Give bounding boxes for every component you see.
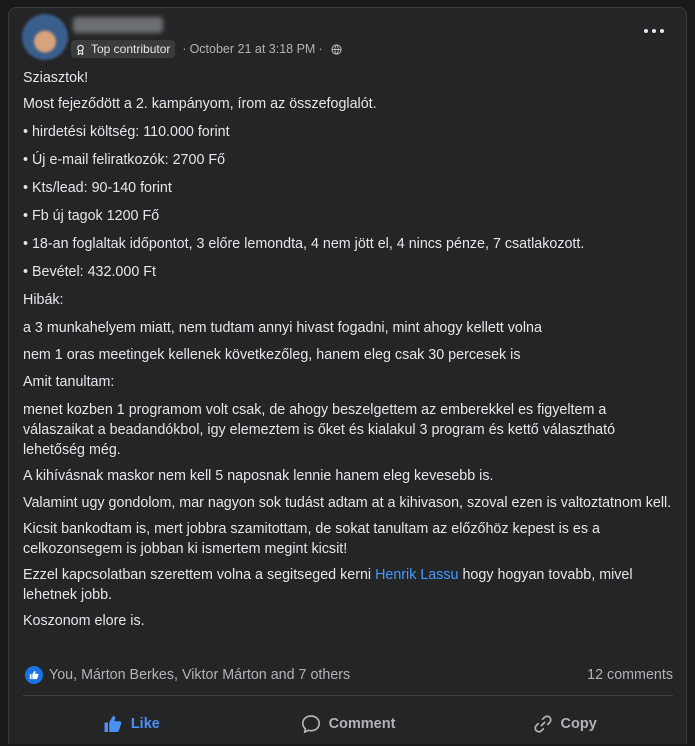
- paragraph: menet kozben 1 programom volt csak, de ahogy beszelgettem az emberekkel es figyeltem a válaszaikat a beadandókbol, igy elemeztem is őket és kialakul 3 program és kettő választható lehetőség még.: [23, 402, 616, 458]
- bullet-item: • hirdetési költség: 110.000 forint: [23, 124, 230, 140]
- meta-separator-2: ·: [318, 42, 323, 56]
- divider: [23, 695, 673, 696]
- bullet-item: • 18-an foglaltak időpontot, 3 előre lemondta, 4 nem jött el, 4 nincs pénze, 7 csatlakozott.: [23, 236, 585, 252]
- author-name[interactable]: [73, 17, 163, 33]
- paragraph: Most fejeződött a 2. kampányom, írom az összefoglalót.: [23, 96, 377, 112]
- comments-count[interactable]: 12 comments: [587, 667, 673, 683]
- thumbs-up-icon: [103, 714, 123, 734]
- award-icon: [75, 44, 86, 55]
- top-contributor-badge[interactable]: [71, 40, 175, 58]
- like-label: Like: [130, 716, 160, 732]
- like-reaction-icon: [25, 666, 43, 684]
- like-button[interactable]: [23, 702, 240, 746]
- post-body: [23, 68, 673, 631]
- copy-label: Copy: [560, 716, 597, 732]
- copy-button[interactable]: [456, 702, 673, 746]
- comment-button[interactable]: [240, 702, 457, 746]
- bullet-item: • Bevétel: 432.000 Ft: [23, 264, 156, 280]
- avatar[interactable]: [22, 14, 68, 60]
- paragraph: Amit tanultam:: [23, 374, 115, 390]
- comment-label: Comment: [328, 716, 396, 732]
- paragraph-text: hogy hogyan tovabb, mivel lehetnek jobb.: [23, 567, 633, 603]
- mention-link[interactable]: Henrik Lassu: [375, 567, 459, 583]
- bullet-item: • Kts/lead: 90-140 forint: [23, 180, 172, 196]
- post-card: [8, 7, 687, 744]
- timestamp[interactable]: October 21 at 3:18 PM: [189, 42, 316, 56]
- paragraph: Valamint ugy gondolom, mar nagyon sok tudást adtam at a kihivason, szoval ezen is valtoztatnom kell.: [23, 495, 672, 511]
- reactions-row: [25, 665, 673, 685]
- speech-bubble-icon: [301, 714, 321, 734]
- paragraph: Koszonom elore is.: [23, 613, 145, 629]
- link-icon: [533, 714, 553, 734]
- paragraph: Hibák:: [23, 292, 64, 308]
- action-bar: [23, 702, 673, 746]
- more-dot: [644, 29, 648, 33]
- paragraph-text: Ezzel kapcsolatban szerettem volna a segitseged kerni: [23, 567, 376, 583]
- reactions-summary-text: You, Márton Berkes, Viktor Márton and 7 others: [49, 667, 351, 683]
- paragraph: Sziasztok!: [23, 70, 89, 86]
- post-meta: [71, 39, 342, 59]
- paragraph: Kicsit bankodtam is, mert jobbra szamitottam, de sokat tanultam az előzőhöz kepest is es a celkozonsegem is jobban ki ismertem megint kicsit!: [23, 521, 600, 557]
- paragraph: A kihívásnak maskor nem kell 5 naposnak lennie hanem eleg kevesebb is.: [23, 468, 494, 484]
- reactions-summary[interactable]: [25, 666, 350, 684]
- badge-label: Top contributor: [91, 42, 171, 56]
- more-dot: [660, 29, 664, 33]
- meta-separator: ·: [182, 42, 187, 56]
- more-options-button[interactable]: [644, 26, 664, 36]
- more-dot: [652, 29, 656, 33]
- paragraph: [23, 565, 673, 605]
- bullet-item: • Fb új tagok 1200 Fő: [23, 208, 160, 224]
- bullet-item: • Új e-mail feliratkozók: 2700 Fő: [23, 152, 226, 168]
- paragraph: nem 1 oras meetingek kellenek következőleg, hanem eleg csak 30 percesek is: [23, 347, 521, 363]
- paragraph: a 3 munkahelyem miatt, nem tudtam annyi hivast fogadni, mint ahogy kellett volna: [23, 320, 542, 336]
- globe-icon[interactable]: [331, 44, 342, 55]
